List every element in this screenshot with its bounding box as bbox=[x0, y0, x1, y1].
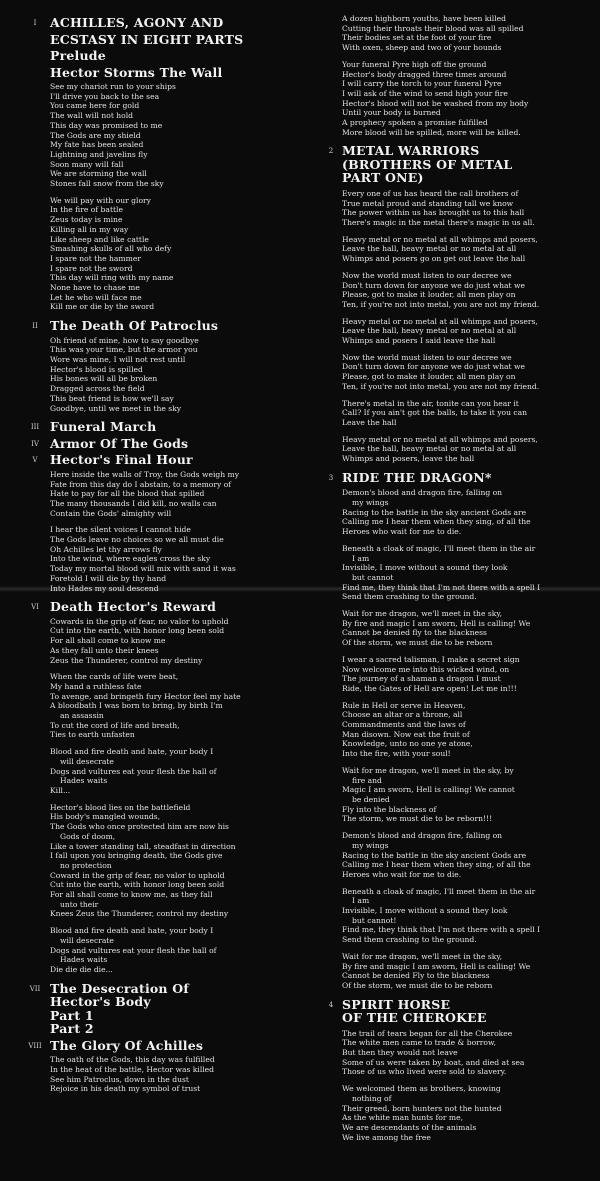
song bbox=[328, 996, 594, 1143]
lyric-line: Fly into the blackness of bbox=[342, 804, 437, 814]
right-column bbox=[328, 14, 594, 1149]
part7-title-1: The Desecration Of bbox=[50, 980, 189, 996]
lyric-line: Cannot be denied fly to the blackness bbox=[342, 628, 487, 638]
lyric-line: Choose an altar or a throne, all bbox=[342, 710, 463, 720]
lyric-stanza bbox=[342, 544, 594, 602]
left-column bbox=[0, 14, 330, 1094]
lyric-line: Ten, if you're not into metal, you are not my friend. bbox=[342, 381, 540, 391]
lyric-line: Heavy metal or no metal at all whimps and posers, bbox=[342, 316, 538, 326]
lyric-line: Call? If you ain't got the balls, to take it you can bbox=[342, 408, 528, 418]
lyric-line: Magic I am sworn, Hell is calling! We cannot bbox=[342, 785, 515, 795]
lyric-line: Fate from this day do I abstain, to a memory of bbox=[50, 479, 232, 489]
part-title: Funeral March bbox=[50, 419, 157, 435]
lyric-line: The many thousands I did kill, no walls can bbox=[50, 498, 217, 508]
lyric-line: In the heat of the battle, Hector was killed bbox=[50, 1064, 215, 1074]
lyric-line: Contain the Gods' almighty will bbox=[50, 508, 172, 518]
lyric-line: Please, got to make it louder, all men play on bbox=[342, 372, 516, 382]
lyric-stanza bbox=[342, 60, 594, 138]
lyric-line: With oxen, sheep and two of your hounds bbox=[342, 43, 502, 53]
lyric-line: Oh friend of mine, how to say goodbye bbox=[50, 335, 199, 345]
lyric-line: For all shall come to know me, as they fall bbox=[50, 890, 213, 900]
lyric-line: Hades waits bbox=[60, 955, 108, 965]
lyric-line: Dragged across the field bbox=[50, 384, 145, 394]
lyric-stanza bbox=[342, 235, 594, 264]
lyric-line: See my chariot run to your ships bbox=[50, 82, 176, 91]
song-title: RIDE THE DRAGON* bbox=[342, 469, 492, 485]
lyric-line: Beneath a cloak of magic, I'll meet them in the air bbox=[342, 543, 536, 553]
lyric-line: Don't turn down for anyone we do just what we bbox=[342, 362, 525, 372]
lyric-line: Don't turn down for anyone we do just what we bbox=[342, 280, 525, 290]
lyric-line: Oh Achilles let thy arrows fly bbox=[50, 544, 162, 554]
lyric-line: Into the wind, where eagles cross the sky bbox=[50, 554, 211, 564]
right-songs bbox=[328, 143, 594, 1142]
part-seven bbox=[0, 982, 330, 1036]
lyric-line: As the white man hunts for me, bbox=[342, 1113, 464, 1123]
lyric-line: Of the storm, we must die to be reborn bbox=[342, 638, 493, 648]
song-title: SPIRIT HORSE bbox=[342, 996, 451, 1012]
song-title: METAL WARRIORS bbox=[342, 143, 480, 159]
lyric-line: an assassin bbox=[60, 711, 104, 721]
lyric-stanza bbox=[342, 14, 594, 53]
header-title-line-1: ACHILLES, AGONY AND bbox=[50, 15, 224, 30]
lyric-line: Dogs and vultures eat your flesh the hall of bbox=[50, 766, 217, 776]
part-title: Armor Of The Gods bbox=[50, 435, 189, 451]
lyric-line: Their greed, born hunters not the hunted bbox=[342, 1103, 502, 1113]
lyric-line: Kill me or die by the sword bbox=[50, 302, 155, 312]
lyric-line: Leave the hall, heavy metal or no metal at all bbox=[342, 244, 517, 254]
lyric-line: Ride, the Gates of Hell are open! Let me in!!! bbox=[342, 683, 517, 693]
lyric-line: The oath of the Gods, this day was fulfilled bbox=[50, 1055, 215, 1065]
lyric-line: Whimps and posers I said leave the hall bbox=[342, 336, 496, 346]
lyric-line: We are storming the wall bbox=[50, 169, 147, 179]
lyric-line: The Gods are my shield bbox=[50, 130, 141, 140]
lyric-line: Die die die die... bbox=[50, 964, 113, 974]
lyric-line: Cowards in the grip of fear, no valor to uphold bbox=[50, 616, 229, 626]
lyric-line: Dogs and vultures eat your flesh the hall of bbox=[50, 945, 217, 955]
lyric-line: my wings bbox=[352, 498, 389, 508]
lyric-line: Smashing skulls of all who defy bbox=[50, 244, 172, 254]
lyric-line: A prophecy spoken a promise fulfilled bbox=[342, 118, 488, 128]
lyric-stanza bbox=[50, 1055, 330, 1094]
lyric-stanza bbox=[342, 317, 594, 346]
lyric-stanza bbox=[342, 399, 594, 428]
lyric-stanza bbox=[342, 353, 594, 392]
lyric-line: Gods of doom, bbox=[60, 831, 116, 841]
lyric-stanza bbox=[50, 803, 330, 919]
lyric-line: but cannot bbox=[352, 572, 394, 582]
part8-stanza bbox=[50, 1055, 330, 1094]
lyric-line: no protection bbox=[60, 860, 112, 870]
track-number: 4 bbox=[328, 1000, 334, 1009]
part7-sub-1: Part 1 bbox=[50, 1007, 94, 1023]
song-part bbox=[0, 600, 330, 974]
lyric-line: I will ask of the wind to send high your fire bbox=[342, 88, 508, 98]
lyric-line: Blood and fire death and hate, your body I bbox=[50, 926, 214, 936]
lyric-stanza bbox=[342, 831, 594, 880]
part-title: Death Hector's Reward bbox=[50, 599, 217, 615]
lyric-line: We will pay with our glory bbox=[50, 195, 151, 205]
lyric-stanza bbox=[342, 952, 594, 991]
lyric-line: I will carry the torch to your funeral Pyre bbox=[342, 79, 502, 89]
song-part bbox=[0, 66, 330, 313]
lyric-line: Hector's blood is spilled bbox=[50, 364, 143, 374]
lyric-line: Knees Zeus the Thunderer, control my destiny bbox=[50, 909, 229, 919]
lyric-line: A dozen highborn youths, have been killed bbox=[342, 14, 506, 23]
song bbox=[328, 143, 594, 464]
lyric-line: Heroes who wait for me to die. bbox=[342, 869, 462, 879]
lyric-line: This day was promised to me bbox=[50, 120, 163, 130]
lyric-line: Heavy metal or no metal at all whimps and posers, bbox=[342, 234, 538, 244]
lyric-line: The white men came to trade & borrow, bbox=[342, 1038, 496, 1048]
song-part bbox=[0, 453, 330, 593]
lyric-line: Hector's blood will not be washed from my body bbox=[342, 98, 529, 108]
part-title: Hector's Final Hour bbox=[50, 452, 193, 468]
song-title: OF THE CHEROKEE bbox=[342, 1010, 487, 1026]
song-part bbox=[0, 420, 330, 434]
lyric-line: More blood will be spilled, more will be killed. bbox=[342, 127, 521, 137]
lyric-line: Invisible, I move without a sound they look bbox=[342, 563, 508, 573]
lyric-stanza bbox=[342, 1084, 594, 1142]
lyric-line: Hector's body dragged three times around bbox=[342, 69, 507, 79]
lyric-line: There's metal in the air, tonite can you hear it bbox=[342, 398, 519, 408]
lyric-stanza bbox=[50, 336, 330, 414]
lyric-line: Rejoice in his death my symbol of trust bbox=[50, 1084, 201, 1094]
header-title-line-2: ECSTASY IN EIGHT PARTS bbox=[50, 31, 244, 47]
lyric-line: Wait for me dragon, we'll meet in the sky, bbox=[342, 609, 503, 619]
lyric-line: Heroes who wait for me to die. bbox=[342, 527, 462, 537]
lyric-line: We live among the free bbox=[342, 1132, 431, 1142]
song-title: PART ONE) bbox=[342, 170, 424, 186]
lyric-stanza bbox=[50, 617, 330, 666]
lyric-line: Your funeral Pyre high off the ground bbox=[342, 59, 487, 69]
lyric-line: Stones fall snow from the sky bbox=[50, 179, 164, 189]
lyric-line: Killing all in my way bbox=[50, 224, 129, 234]
lyric-line: Their bodies set at the foot of your fire bbox=[342, 33, 492, 43]
lyric-line: Cut into the earth, with honor long been sold bbox=[50, 626, 225, 636]
lyric-line: Into Hades my soul descend bbox=[50, 583, 159, 593]
lyric-stanza bbox=[342, 189, 594, 228]
lyric-line: Wore was mine, I will not rest until bbox=[50, 355, 186, 365]
lyric-line: This day will ring with my name bbox=[50, 273, 174, 283]
lyric-line: I spare not the sword bbox=[50, 263, 133, 273]
lyric-line: I spare not the hammer bbox=[50, 253, 141, 263]
part7-title-2: Hector's Body bbox=[50, 994, 151, 1010]
lyric-line: Cut into the earth, with honor long been sold bbox=[50, 880, 225, 890]
track-number: 2 bbox=[328, 147, 334, 156]
lyric-line: I am bbox=[352, 553, 370, 563]
right-intro bbox=[332, 14, 594, 137]
section-numeral: VII bbox=[29, 984, 41, 993]
lyric-line: Some of us were taken by boat, and died at sea bbox=[342, 1057, 525, 1067]
lyric-line: Let he who will face me bbox=[50, 292, 142, 302]
lyric-line: Invisible, I move without a sound they look bbox=[342, 906, 508, 916]
lyric-line: When the cards of life were beat, bbox=[50, 672, 179, 682]
lyric-line: I wear a sacred talisman, I make a secret sign bbox=[342, 654, 520, 664]
lyric-line: Rule in Hell or serve in Heaven, bbox=[342, 700, 466, 710]
prelude-title: Prelude bbox=[50, 48, 106, 63]
lyric-line: will desecrate bbox=[60, 756, 114, 766]
lyric-stanza bbox=[342, 609, 594, 648]
lyric-line: Wait for me dragon, we'll meet in the sky, bbox=[342, 951, 503, 961]
track-number: 3 bbox=[328, 473, 334, 482]
lyric-line: His bones will all be broken bbox=[50, 374, 158, 384]
lyric-line: Blood and fire death and hate, your body I bbox=[50, 747, 214, 757]
lyric-line: I am bbox=[352, 896, 370, 906]
lyric-line: Every one of us has heard the call brothers of bbox=[342, 188, 519, 198]
lyric-line: This was your time, but the armor you bbox=[50, 345, 198, 355]
lyric-line: my wings bbox=[352, 840, 389, 850]
lyric-line: My hand a ruthless fate bbox=[50, 681, 142, 691]
lyric-line: To cut the cord of life and breath, bbox=[50, 720, 180, 730]
section-numeral: IV bbox=[31, 439, 39, 448]
section-numeral: II bbox=[32, 322, 38, 331]
lyric-line: unto their bbox=[60, 899, 99, 909]
lyric-line: Racing to the battle in the sky ancient Gods are bbox=[342, 850, 527, 860]
song-part bbox=[0, 319, 330, 413]
lyric-stanza bbox=[342, 435, 594, 464]
lyric-stanza bbox=[50, 470, 330, 519]
lyric-line: Zeus today is mine bbox=[50, 215, 123, 225]
lyric-line: Leave the hall bbox=[342, 418, 397, 427]
lyric-line: Those of us who lived were sold to slavery. bbox=[342, 1067, 507, 1077]
song-title: (BROTHERS OF METAL bbox=[342, 156, 513, 172]
lyric-line: Please, got to make it louder, all men play on bbox=[342, 290, 516, 300]
lyric-stanza bbox=[342, 655, 594, 694]
lyric-line: Like sheep and like cattle bbox=[50, 234, 149, 244]
lyric-line: To avenge, and bringeth fury Hector feel my hate bbox=[50, 691, 241, 701]
lyric-line: Coward in the grip of fear, no valor to uphold bbox=[50, 870, 225, 880]
lyric-line: As they fall unto their knees bbox=[50, 645, 159, 655]
album-header bbox=[0, 16, 330, 63]
lyric-line: Leave the hall, heavy metal or no metal at all bbox=[342, 444, 517, 454]
lyric-line: Wait for me dragon, we'll meet in the sky, by bbox=[342, 765, 514, 775]
lyric-stanza bbox=[342, 488, 594, 537]
lyric-line: I'll drive you back to the sea bbox=[50, 91, 160, 101]
lyric-line: Hades waits bbox=[60, 776, 108, 786]
lyric-line: By fire and magic I am sworn, Hell is calling! We bbox=[342, 961, 531, 971]
lyric-line: Goodbye, until we meet in the sky bbox=[50, 403, 182, 413]
lyric-stanza bbox=[50, 672, 330, 740]
lyric-line: Beneath a cloak of magic, I'll meet them in the air bbox=[342, 886, 536, 896]
lyric-line: Calling me I hear them when they sing, of all the bbox=[342, 860, 531, 870]
lyric-line: Leave the hall, heavy metal or no metal at all bbox=[342, 326, 517, 336]
lyric-line: Send them crashing to the ground. bbox=[342, 935, 477, 945]
lyric-line: A bloodbath I was born to bring, by birth I'm bbox=[50, 701, 223, 711]
lyric-line: will desecrate bbox=[60, 935, 114, 945]
lyric-line: For all shall come to know me bbox=[50, 636, 166, 646]
lyric-line: Lightning and javelins fly bbox=[50, 149, 148, 159]
lyric-line: This beat friend is how we'll say bbox=[50, 393, 174, 403]
lyric-line: I hear the silent voices I cannot hide bbox=[50, 525, 191, 535]
lyric-line: Ties to earth unfasten bbox=[50, 730, 135, 740]
part7-sub-2: Part 2 bbox=[50, 1021, 94, 1037]
lyric-line: The storm, we must die to be reborn!!! bbox=[342, 814, 493, 824]
part-title: Hector Storms The Wall bbox=[50, 64, 223, 80]
lyric-line: Man disown. Now eat the fruit of bbox=[342, 729, 470, 739]
left-sections bbox=[0, 66, 330, 975]
lyric-line: We are descendants of the animals bbox=[342, 1122, 477, 1132]
lyric-line: but cannot! bbox=[352, 915, 397, 925]
section-numeral: I bbox=[33, 19, 37, 27]
lyric-line: You came here for gold bbox=[50, 101, 140, 111]
lyric-line: Now welcome me into this wicked wind, on bbox=[342, 664, 510, 674]
lyric-line: The Gods who once protected him are now his bbox=[50, 822, 229, 832]
lyric-line: Demon's blood and dragon fire, falling on bbox=[342, 488, 503, 498]
lyric-stanza bbox=[342, 1029, 594, 1078]
lyric-line: See him Patroclus, down in the dust bbox=[50, 1074, 189, 1084]
lyric-line: Hate to pay for all the blood that spilled bbox=[50, 489, 205, 499]
lyric-line: Whimps and posers go on get out leave the hall bbox=[342, 254, 526, 264]
lyric-stanza bbox=[342, 701, 594, 759]
lyric-line: Cutting their throats their blood was all spilled bbox=[342, 23, 524, 33]
lyric-line: Now the world must listen to our decree we bbox=[342, 352, 512, 362]
lyric-line: Send them crashing to the ground. bbox=[342, 592, 477, 602]
lyric-line: By fire and magic I am sworn, Hell is calling! We bbox=[342, 618, 531, 628]
lyric-line: fire and bbox=[352, 775, 382, 785]
lyric-line: The journey of a shaman a dragon I must bbox=[342, 674, 501, 684]
lyric-stanza bbox=[50, 926, 330, 975]
lyric-stanza bbox=[50, 82, 330, 189]
lyric-line: be denied bbox=[352, 795, 390, 804]
lyric-line: Foretold I will die by thy hand bbox=[50, 573, 167, 583]
lyric-line: Zeus the Thunderer, control my destiny bbox=[50, 655, 203, 665]
lyric-stanza bbox=[50, 747, 330, 796]
lyric-line: Find me, they think that I'm not there with a spell I bbox=[342, 925, 541, 935]
lyric-line: Knowledge, unto no one ye atone, bbox=[342, 739, 473, 749]
part-eight bbox=[0, 1039, 330, 1094]
part-title: The Death Of Patroclus bbox=[50, 318, 219, 334]
lyric-line: Cannot be denied Fly to the blackness bbox=[342, 971, 490, 981]
lyric-line: I fall upon you bringing death, the Gods give bbox=[50, 851, 223, 861]
lyric-line: Heavy metal or no metal at all whimps and posers, bbox=[342, 434, 538, 444]
lyric-line: Racing to the battle in the sky ancient Gods are bbox=[342, 507, 527, 517]
lyric-stanza bbox=[342, 887, 594, 945]
lyric-line: Soon many will fall bbox=[50, 159, 124, 169]
lyric-line: Into the fire, with your soul! bbox=[342, 749, 451, 759]
lyric-stanza bbox=[342, 271, 594, 310]
song-part bbox=[0, 437, 330, 451]
lyric-line: There's magic in the metal there's magic in us all. bbox=[342, 218, 535, 228]
lyric-line: His body's mangled wounds, bbox=[50, 812, 161, 822]
part8-title: The Glory Of Achilles bbox=[50, 1037, 204, 1053]
lyric-line: Until your body is burned bbox=[342, 108, 441, 118]
section-numeral: III bbox=[30, 423, 40, 432]
lyric-line: Hector's blood lies on the battlefield bbox=[50, 802, 191, 812]
lyric-line: The Gods leave no choices so we all must die bbox=[50, 535, 224, 545]
song bbox=[328, 469, 594, 991]
lyric-line: Whimps and posers, leave the hall bbox=[342, 454, 475, 464]
lyric-line: Now the world must listen to our decree we bbox=[342, 270, 512, 280]
lyric-line: The wall will not hold bbox=[50, 111, 134, 121]
lyric-stanza bbox=[50, 525, 330, 593]
section-numeral: V bbox=[32, 456, 38, 465]
lyric-line: Demon's blood and dragon fire, falling on bbox=[342, 831, 503, 841]
lyric-line: In the fire of battle bbox=[50, 205, 123, 215]
section-numeral: VIII bbox=[28, 1041, 42, 1050]
lyric-line: Commandments and the laws of bbox=[342, 720, 466, 730]
lyric-line: None have to chase me bbox=[50, 283, 140, 293]
lyric-line: Like a tower standing tall, steadfast in direction bbox=[50, 841, 236, 851]
lyric-line: Today my mortal blood will mix with sand it was bbox=[50, 564, 236, 574]
lyric-line: Find me, they think that I'm not there with a spell I bbox=[342, 582, 541, 592]
lyric-line: We welcomed them as brothers, knowing bbox=[342, 1084, 501, 1094]
lyric-line: nothing of bbox=[352, 1093, 392, 1103]
lyric-line: The trail of tears began for all the Cherokee bbox=[342, 1028, 513, 1038]
lyric-line: But then they would not leave bbox=[342, 1048, 458, 1058]
lyric-line: Kill... bbox=[50, 785, 71, 795]
lyric-stanza bbox=[50, 196, 330, 312]
lyric-line: Ten, if you're not into metal, you are not my friend. bbox=[342, 299, 540, 309]
lyric-line: Calling me I hear them when they sing, of all the bbox=[342, 517, 531, 527]
lyric-line: Of the storm, we must die to be reborn bbox=[342, 980, 493, 990]
lyric-line: The power within us has brought us to this hall bbox=[342, 208, 525, 218]
lyric-line: My fate has been sealed bbox=[50, 140, 144, 150]
section-numeral: VI bbox=[31, 603, 39, 612]
lyric-line: True metal proud and standing tall we know bbox=[342, 198, 514, 208]
lyric-stanza bbox=[342, 766, 594, 824]
lyric-line: Here inside the walls of Troy, the Gods weigh my bbox=[50, 469, 240, 479]
